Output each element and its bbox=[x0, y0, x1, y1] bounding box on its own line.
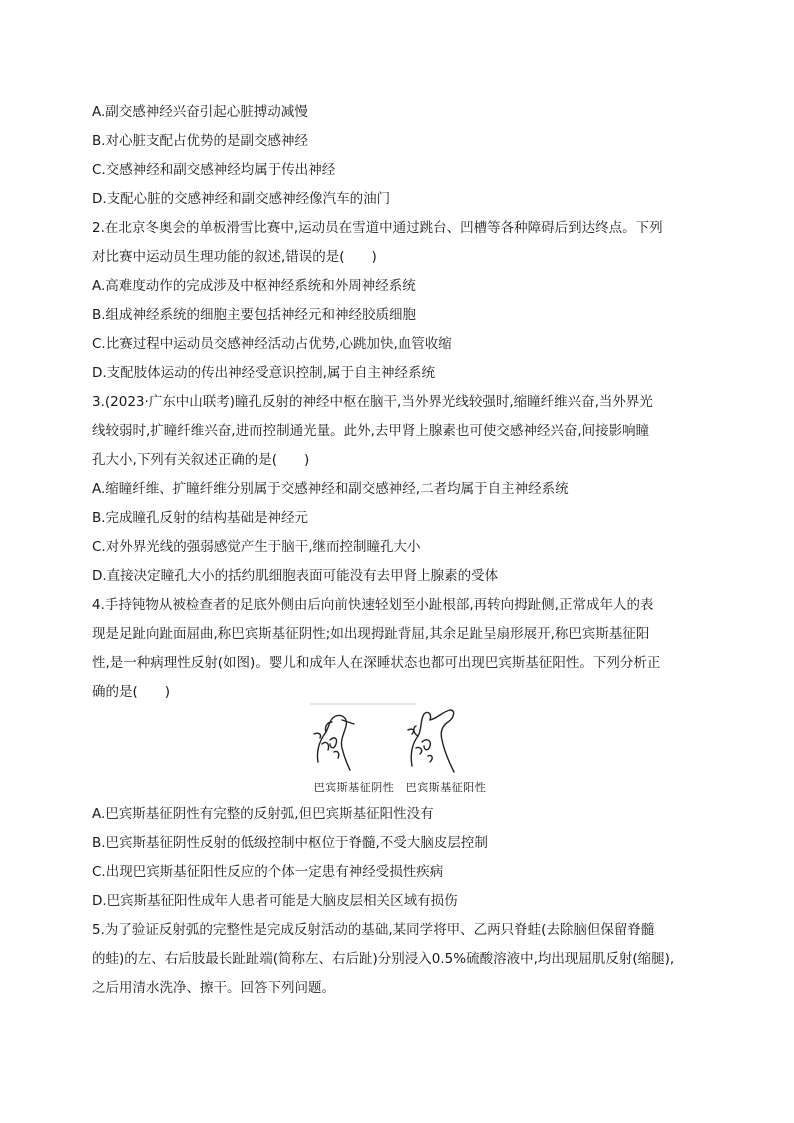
q1-option-b: B.对心脏支配占优势的是副交感神经 bbox=[92, 133, 309, 149]
q4-stem-line-4: 确的是( ) bbox=[92, 684, 171, 700]
q3-option-c: C.对外界光线的强弱感觉产生于脑干,继而控制瞳孔大小 bbox=[92, 539, 421, 555]
q4-option-d: D.巴宾斯基征阳性成年人患者可能是大脑皮层相关区域有损伤 bbox=[92, 893, 458, 909]
q5-stem-line-1: 5.为了验证反射弧的完整性是完成反射活动的基础,某同学将甲、乙两只脊蛙(去除脑但保留脊髓 bbox=[92, 922, 655, 938]
q2-stem-line-2: 对比赛中运动员生理功能的叙述,错误的是( ) bbox=[92, 249, 377, 265]
q3-stem-line-2: 线较弱时,扩瞳纤维兴奋,进而控制通光量。此外,去甲肾上腺素也可使交感神经兴奋,间接影响瞳 bbox=[92, 423, 650, 439]
q3-stem-line-1: 3.(2023·广东中山联考)瞳孔反射的神经中枢在脑干,当外界光线较强时,缩瞳纤维兴奋,当外界光 bbox=[92, 394, 653, 410]
q3-option-d: D.直接决定瞳孔大小的括约肌细胞表面可能没有去甲肾上腺素的受体 bbox=[92, 568, 499, 584]
q3-option-a: A.缩瞳纤维、扩瞳纤维分别属于交感神经和副交感神经,二者均属于自主神经系统 bbox=[92, 481, 569, 497]
q1-option-a: A.副交感神经兴奋引起心脏搏动减慢 bbox=[92, 104, 308, 120]
q2-option-c: C.比赛过程中运动员交感神经活动占优势,心跳加快,血管收缩 bbox=[92, 336, 452, 352]
q3-stem-line-3: 孔大小,下列有关叙述正确的是( ) bbox=[92, 452, 310, 468]
q4-option-a: A.巴宾斯基征阴性有完整的反射弧,但巴宾斯基征阳性没有 bbox=[92, 806, 434, 822]
q1-option-d: D.支配心脏的交感神经和副交感神经像汽车的油门 bbox=[92, 191, 391, 207]
positive-foot-drawing bbox=[408, 710, 454, 772]
negative-foot-drawing bbox=[314, 715, 354, 770]
q4-option-c: C.出现巴宾斯基征阳性反应的个体一定患有神经受损性疾病 bbox=[92, 864, 444, 880]
q4-option-b: B.巴宾斯基征阴性反射的低级控制中枢位于脊髓,不受大脑皮层控制 bbox=[92, 835, 488, 851]
q4-stem-line-2: 现是足趾向趾面屈曲,称巴宾斯基征阴性;如出现拇趾背屈,其余足趾呈扇形展开,称巴宾斯基征阳 bbox=[92, 626, 650, 642]
q2-stem-line-1: 2.在北京冬奥会的单板滑雪比赛中,运动员在雪道中通过跳台、凹槽等各种障碍后到达终点。下列 bbox=[92, 220, 663, 236]
q5-stem-line-2: 的蛙)的左、右后肢最长趾趾端(简称左、右后趾)分别浸入0.5%硫酸溶液中,均出现屈肌反射(缩腿), bbox=[92, 951, 675, 967]
q2-option-a: A.高难度动作的完成涉及中枢神经系统和外周神经系统 bbox=[92, 278, 416, 294]
q1-option-c: C.交感神经和副交感神经均属于传出神经 bbox=[92, 162, 336, 178]
q2-option-b: B.组成神经系统的细胞主要包括神经元和神经胶质细胞 bbox=[92, 307, 417, 323]
q2-option-d: D.支配肢体运动的传出神经受意识控制,属于自主神经系统 bbox=[92, 365, 435, 381]
babinski-illustration bbox=[300, 700, 500, 780]
q3-option-b: B.完成瞳孔反射的结构基础是神经元 bbox=[92, 510, 309, 526]
q4-stem-line-3: 性,是一种病理性反射(如图)。婴儿和成年人在深睡状态也都可出现巴宾斯基征阳性。下列分析正 bbox=[92, 655, 661, 671]
q5-stem-line-3: 之后用清水洗净、擦干。回答下列问题。 bbox=[92, 980, 335, 996]
q4-stem-line-1: 4.手持钝物从被检查者的足底外侧由后向前快速轻划至小趾根部,再转向拇趾侧,正常成年人的表 bbox=[92, 597, 654, 613]
figure-caption: 巴宾斯基征阴性 巴宾斯基征阳性 bbox=[313, 781, 487, 794]
